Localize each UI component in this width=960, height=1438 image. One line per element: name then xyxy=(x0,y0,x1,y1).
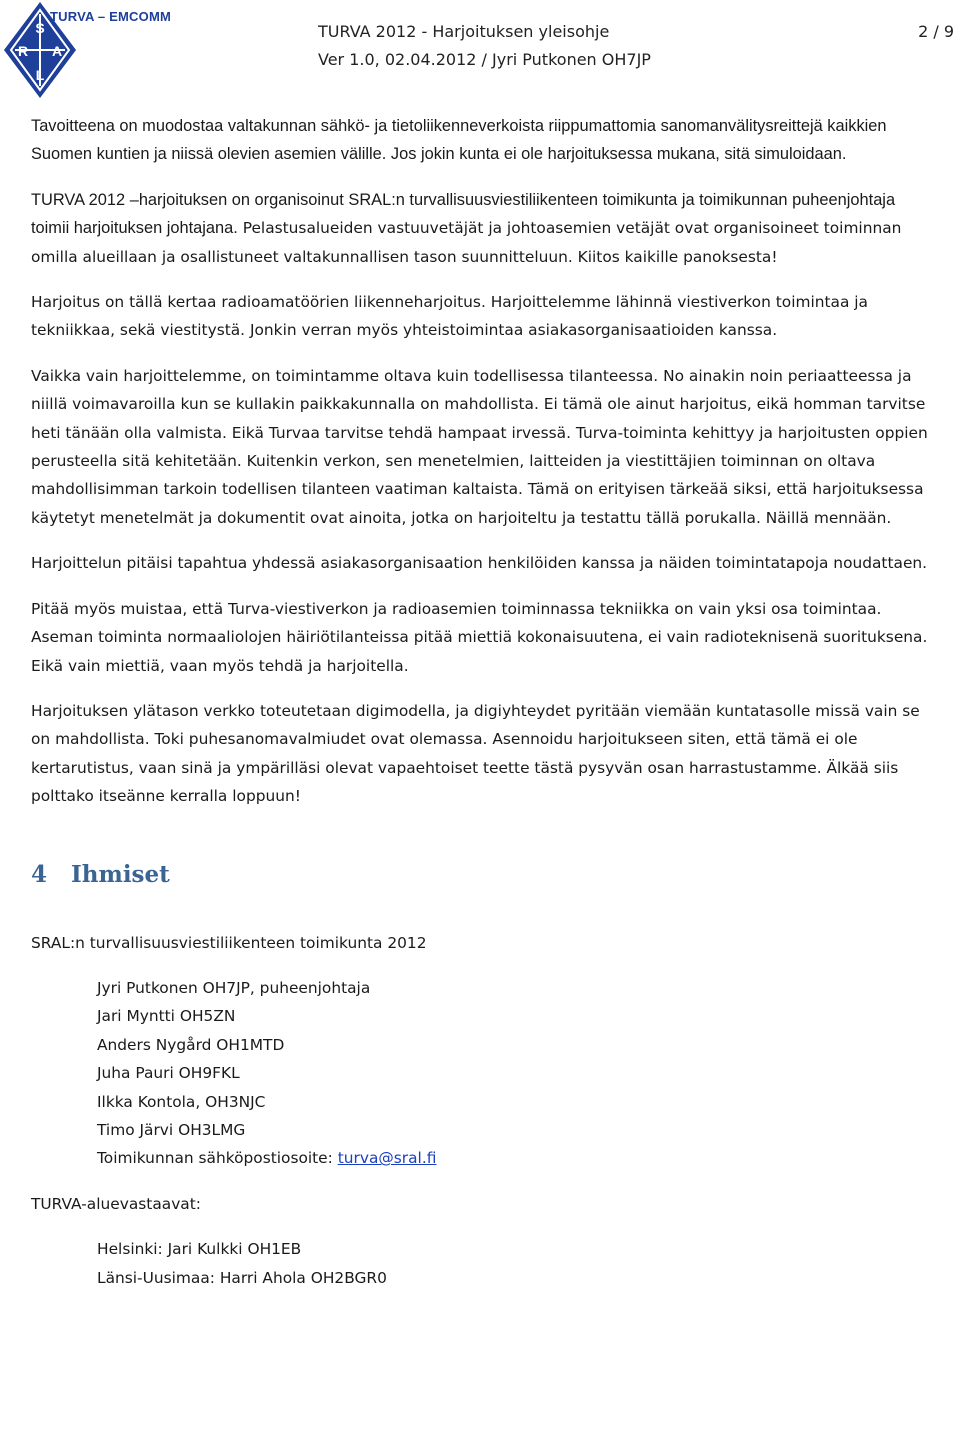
document-title: TURVA 2012 - Harjoituksen yleisohje xyxy=(318,22,610,41)
document-body xyxy=(31,112,936,1309)
page-number: 2 / 9 xyxy=(918,22,954,41)
list-item: Jari Myntti OH5ZN xyxy=(97,1007,236,1026)
list-item: Jyri Putkonen OH7JP, puheenjohtaja xyxy=(97,978,371,997)
document-version: Ver 1.0, 02.04.2012 / Jyri Putkonen OH7JP xyxy=(318,50,651,69)
paragraph-network: Harjoituksen ylätason verkko toteutetaan digimodella, ja digiyhteydet pyritään viemään kuntatasolle missä vain se on mahdollista. Toki puhesanomavalmiudet ovat olemassa. Asennoidu harjoitukseen siten, että tämä ei ole kertarutistus, vaan sinä ja ympärilläsi olevat vapaehtoiset teette tästä pysyvän osan harrastustamme. Älkää siis polttako itseänne kerralla loppuun! xyxy=(31,701,920,806)
email-link[interactable]: turva@sral.fi xyxy=(337,1149,437,1168)
paragraph-exercise-type: Harjoitus on tällä kertaa radioamatöörien liikenneharjoitus. Harjoittelemme lähinnä viestiverkon toimintaa ja tekniikkaa, sekä viestitystä. Jonkin verran myös yhteistoimintaa asiakasorganisaatioiden kanssa. xyxy=(31,293,868,340)
list-item: Ilkka Kontola, OH3NJC xyxy=(97,1092,266,1111)
list-item: Timo Järvi OH3LMG xyxy=(97,1120,246,1139)
svg-text:S: S xyxy=(35,20,45,36)
committee-member-list xyxy=(97,974,936,1173)
svg-text:L: L xyxy=(35,67,45,83)
committee-intro: SRAL:n turvallisuusviestiliikenteen toimikunta 2012 xyxy=(31,933,427,952)
email-label: Toimikunnan sähköpostiosoite: xyxy=(97,1149,338,1168)
regions-list xyxy=(97,1235,936,1292)
list-item: Anders Nygård OH1MTD xyxy=(97,1035,285,1054)
section-title: Ihmiset xyxy=(71,860,170,888)
committee-email-row xyxy=(97,1144,936,1172)
paragraph-organisation-part2: Pelastusalueiden vastuuvetäjät ja johtoasemien vetäjät ovat organisoineet toiminnan omilla alueillaan ja osallistuneet valtakunnallisen tason suunnitteluun. Kiitos kaikille panoksesta! xyxy=(31,219,902,266)
paragraph-technology: Pitää myös muistaa, että Turva-viestiverkon ja radioasemien toiminnassa tekniikka on vain yksi osa toimintaa. Aseman toiminta normaaliolojen häiriötilanteissa pitää miettiä kokonaisuutena, ei vain radioteknisenä suorituksena. Eikä vain miettiä, vaan myös tehdä ja harjoitella. xyxy=(31,599,928,675)
list-item: Helsinki: Jari Kulkki OH1EB xyxy=(97,1240,302,1259)
page-header xyxy=(0,0,960,100)
list-item: Juha Pauri OH9FKL xyxy=(97,1064,240,1083)
section-number: 4 xyxy=(31,860,48,888)
paragraph-real-situation: Vaikka vain harjoittelemme, on toimintamme oltava kuin todellisessa tilanteessa. No ainakin noin periaatteessa ja niillä voimavaroilla kun se kullakin paikkakunnalla on mahdollista. Ei tämä ole ainut harjoitus, eikä homman tarvitse heti tänään olla valmista. Eikä Turvaa tarvitse tehdä hampaat irvessä. Turva-toiminta kehittyy ja harjoitusten oppien perusteella sitä kehitetään. Kuitenkin verkon, sen menetelmien, laitteiden ja viestittäjien toiminnan on oltava mahdollisimman tarkoin todellisen tilanteen vaatiman kaltaista. Tämä on erityisen tärkeää siksi, että harjoituksessa käytetyt menetelmät ja dokumentit ovat ainoita, jotka on harjoiteltu ja testattu tällä porukalla. Näillä mennään. xyxy=(31,366,928,527)
svg-text:R: R xyxy=(17,43,29,59)
svg-text:A: A xyxy=(51,43,63,59)
paragraph-organisation-part1: TURVA 2012 –harjoituksen on organisoinut SRAL:n turvallisuusviestiliikenteen toimikunta ja toimikunnan puheenjohtaja toimii harjoituksen johtajana. xyxy=(31,190,896,238)
paragraph-goal: Tavoitteena on muodostaa valtakunnan sähkö- ja tietoliikenneverkoista riippumattomia sanomanvälitysreittejä kaikkien Suomen kuntien ja niissä olevien asemien välille. Jos jokin kunta ei ole harjoituksessa mukana, sitä simuloidaan. xyxy=(31,117,887,164)
regions-intro: TURVA-aluevastaavat: xyxy=(31,1194,201,1213)
header-brand: TURVA – EMCOMM xyxy=(50,9,172,24)
section-heading xyxy=(31,861,936,889)
paragraph-client-cooperation: Harjoittelun pitäisi tapahtua yhdessä asiakasorganisaation henkilöiden kanssa ja näiden toimintatapoja noudattaen. xyxy=(31,554,928,573)
paragraph-organisation xyxy=(31,186,936,271)
list-item: Länsi-Uusimaa: Harri Ahola OH2BGR0 xyxy=(97,1268,387,1287)
